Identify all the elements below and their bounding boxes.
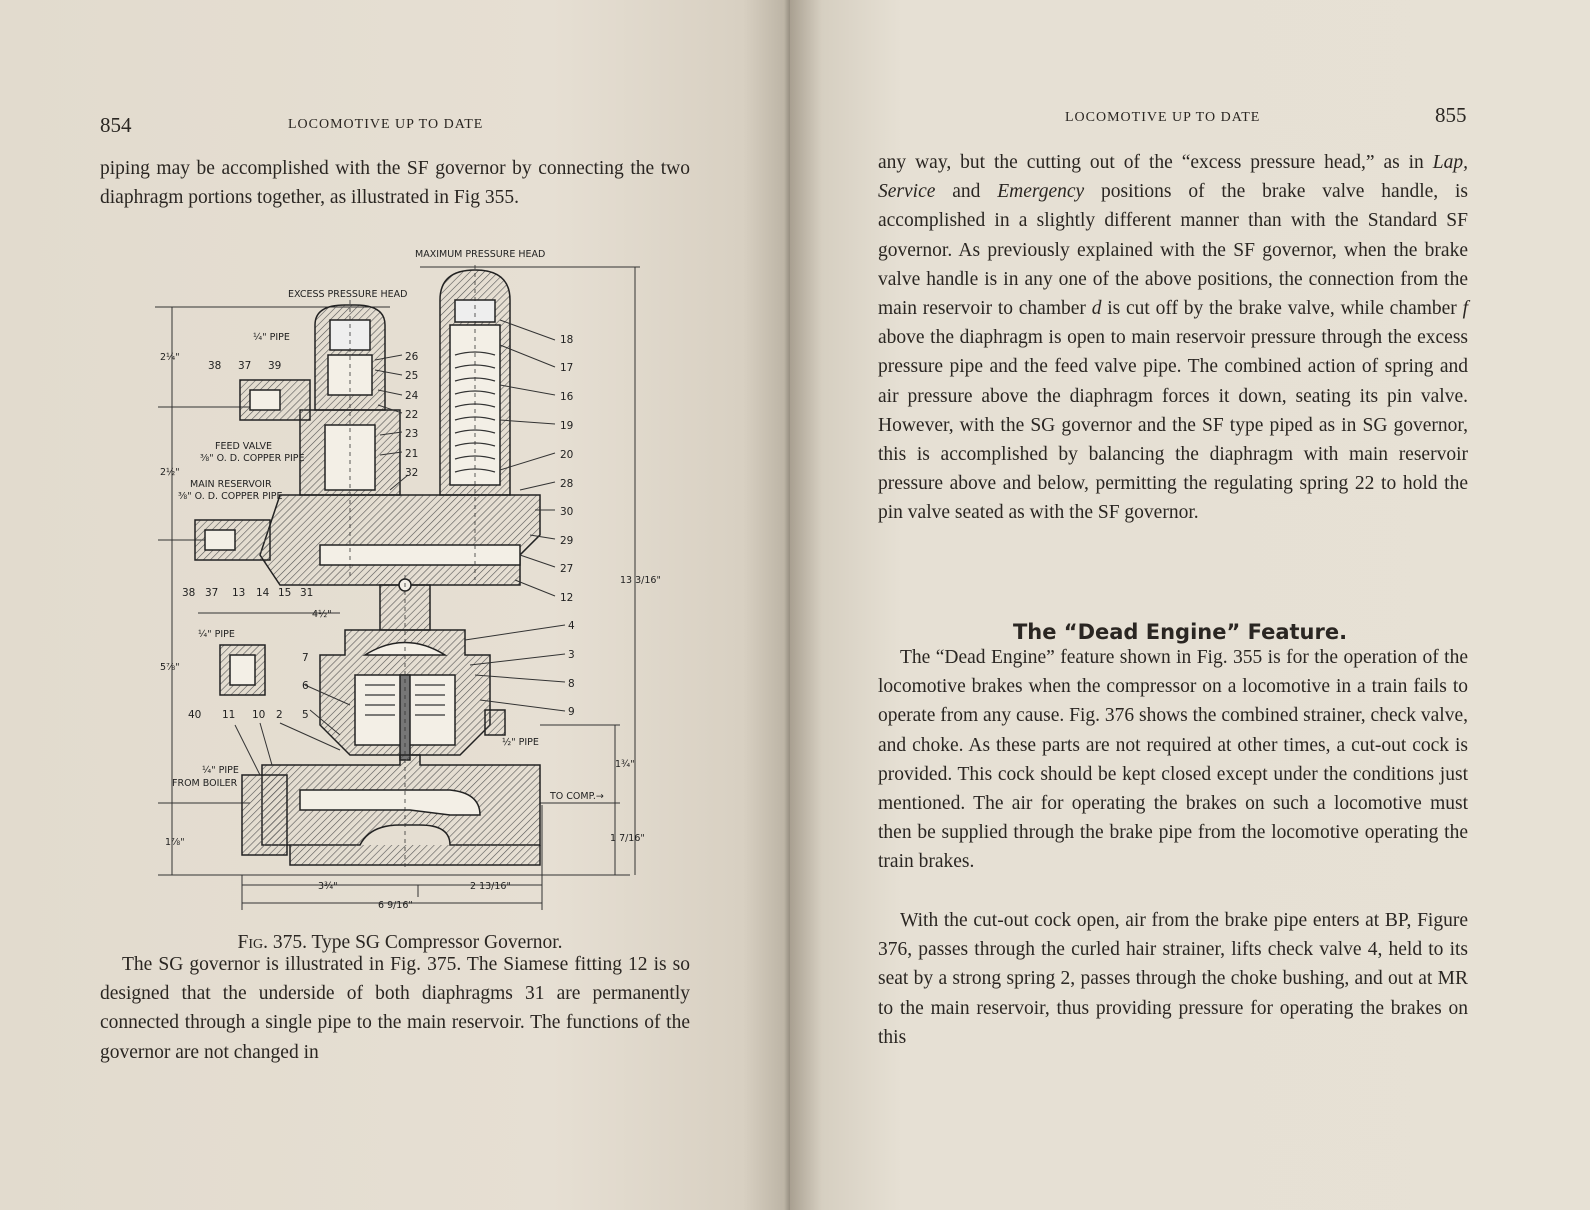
callout-2: 2 — [276, 709, 283, 721]
callout-37-top: 37 — [238, 360, 252, 372]
callout-7: 7 — [302, 652, 309, 664]
left-running-head: LOCOMOTIVE UP TO DATE — [288, 117, 484, 132]
label-main-reservoir: MAIN RESERVOIR — [190, 479, 272, 490]
callout-15: 15 — [278, 587, 292, 599]
right-running-head: LOCOMOTIVE UP TO DATE — [1065, 110, 1261, 125]
callout-8: 8 — [568, 678, 575, 690]
label-pipe-quarter-2: ¼" PIPE — [198, 629, 235, 640]
callout-38-bottom: 38 — [182, 587, 196, 599]
governor-figure — [150, 245, 660, 925]
callout-4: 4 — [568, 620, 575, 632]
left-page — [0, 0, 790, 1210]
para1-part-e: above the diaphragm is open to main reservoir pressure through the excess pressure pipe and the feed valve pipe. The combined action of spring and air pressure above the diaphragm forces it down, seating its pin valve. However, with the SG governor and the SF type piped as in SG governor, this is accomplished by balancing the diaphragm with main reservoir pressure above and below, permitting the regulating spring 22 to hold the pin valve seated as with the SF governor. — [878, 327, 1468, 524]
callout-12: 12 — [560, 592, 574, 604]
callout-31: 31 — [300, 587, 314, 599]
label-feed-valve-pipe: ⅜" O. D. COPPER PIPE — [200, 453, 305, 464]
para1-italic-lap-service: Lap, Service — [878, 152, 1468, 203]
dim-3: 3¾" — [318, 881, 338, 892]
label-pipe-half: ½" PIPE — [502, 737, 539, 748]
left-top-paragraph — [100, 154, 690, 212]
left-bottom-paragraph — [100, 950, 690, 1067]
para1-italic-f: f — [1462, 298, 1468, 320]
para1-italic-d: d — [1091, 298, 1102, 320]
callout-27: 27 — [560, 563, 574, 575]
label-excess-head: EXCESS PRESSURE HEAD — [288, 289, 408, 300]
label-max-head: MAXIMUM PRESSURE HEAD — [415, 249, 546, 260]
left-bottom-paragraph-text: The SG governor is illustrated in Fig. 375. The Siamese fitting 12 is so designed that the underside of both diaphragms 31 are permanently connected through a single pipe to the main reservoir. The functions of the governor are not changed in — [100, 954, 690, 1063]
callout-17: 17 — [560, 362, 574, 374]
callout-32: 32 — [405, 467, 419, 479]
right-page-number: 855 — [1435, 103, 1467, 127]
governor-diagram — [150, 245, 660, 925]
callout-24: 24 — [405, 390, 419, 402]
callout-21: 21 — [405, 448, 419, 460]
dim-2h: 2½" — [160, 467, 180, 478]
callout-26: 26 — [405, 351, 419, 363]
callout-10: 10 — [252, 709, 266, 721]
label-feed-valve: FEED VALVE — [215, 441, 272, 452]
label-pipe-boiler-1: ¼" PIPE — [202, 765, 239, 776]
callout-16: 16 — [560, 391, 574, 403]
callout-14: 14 — [256, 587, 270, 599]
dim-5: 5⅞" — [160, 662, 180, 673]
callout-13: 13 — [232, 587, 246, 599]
callout-5: 5 — [302, 709, 309, 721]
right-paragraph-2 — [878, 643, 1468, 877]
caption-label: Fig. 375. — [237, 932, 307, 953]
callout-3: 3 — [568, 649, 575, 661]
label-pipe-quarter: ¼" PIPE — [253, 332, 290, 343]
dim-2q: 2¼" — [160, 352, 180, 363]
right-paragraph-1 — [878, 148, 1468, 528]
dim-2b: 2 13/16" — [470, 881, 511, 892]
para1-italic-emergency: Emergency — [997, 181, 1085, 203]
caption-text: Type SG Compressor Governor. — [311, 932, 563, 953]
right-paragraph-2-text: The “Dead Engine” feature shown in Fig. 355 is for the operation of the locomotive brakes when the compressor on a locomotive in a train fails to operate from any cause. Fig. 376 shows the combined strainer, check valve, and choke. As these parts are not required at other times, a cut-out cock is provided. This cock should be kept closed except under the conditions just mentioned. The air for operating the brakes on such a locomotive must then be supplied through the brake pipe from the locomotive operating the train brakes. — [878, 647, 1468, 873]
dim-4: 4½" — [312, 609, 332, 620]
dim-1r: 1¾" — [615, 759, 635, 770]
callout-22: 22 — [405, 409, 419, 421]
label-pipe-boiler-2: FROM BOILER — [172, 778, 238, 789]
para1-part-d: is cut off by the brake valve, while chamber — [1101, 298, 1463, 320]
callout-6: 6 — [302, 680, 309, 692]
dead-engine-heading: The “Dead Engine” Feature. — [1012, 620, 1348, 644]
callout-37-bottom: 37 — [205, 587, 219, 599]
left-top-paragraph-text: piping may be accomplished with the SF governor by connecting the two diaphragm portions together, as illustrated in Fig 355. — [100, 158, 690, 209]
callout-25: 25 — [405, 370, 419, 382]
para1-part-c: positions of the brake valve handle, is accomplished in a slightly different manner than with the Standard SF governor. As previously explained with the SF governor, when the brake valve handle is in any one of the above positions, the connection from the main reservoir to chamber — [878, 181, 1469, 320]
para1-part-a: any way, but the cutting out of the “excess pressure head,” as in — [878, 152, 1433, 173]
label-to-comp: TO COMP.→ — [550, 791, 604, 802]
callout-20: 20 — [560, 449, 574, 461]
callout-30: 30 — [560, 506, 574, 518]
dim-1r2: 1 7/16" — [610, 833, 645, 844]
callout-39-top: 39 — [268, 360, 282, 372]
callout-9: 9 — [568, 706, 575, 718]
callout-28: 28 — [560, 478, 574, 490]
callout-11: 11 — [222, 709, 236, 721]
callout-29: 29 — [560, 535, 574, 547]
left-page-number: 854 — [100, 113, 132, 137]
para1-part-b: and — [935, 181, 998, 203]
right-paragraph-3 — [878, 906, 1468, 1052]
dim-6: 6 9/16" — [378, 900, 413, 911]
callout-38-top: 38 — [208, 360, 222, 372]
callout-18: 18 — [560, 334, 574, 346]
dim-1: 1⅞" — [165, 837, 185, 848]
right-paragraph-1-text — [878, 148, 1468, 528]
dim-13: 13 3/16" — [620, 575, 660, 586]
label-main-reservoir-pipe: ⅜" O. D. COPPER PIPE — [178, 491, 283, 502]
right-paragraph-3-text: With the cut-out cock open, air from the brake pipe enters at BP, Figure 376, passes through the curled hair strainer, lifts check valve 4, held to its seat by a strong spring 2, passes through the choke bushing, and out at MR to the main reservoir, thus providing pressure for operating the brakes on this — [878, 910, 1468, 1048]
callout-19: 19 — [560, 420, 574, 432]
callout-40: 40 — [188, 709, 202, 721]
callout-23: 23 — [405, 428, 419, 440]
